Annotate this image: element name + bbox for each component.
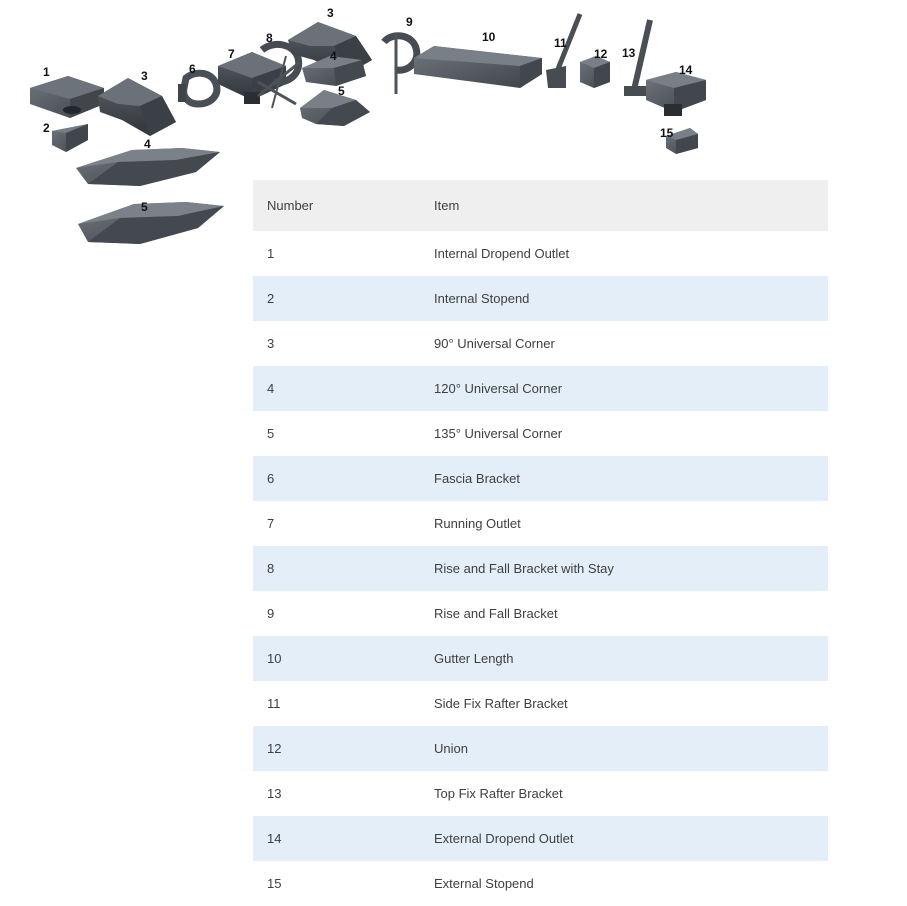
cell-item: Rise and Fall Bracket [420,591,828,636]
part-5-135-universal-corner-left [78,202,224,244]
cell-number: 12 [253,726,420,771]
cell-item: Running Outlet [420,501,828,546]
table-row [253,366,828,411]
table-row [253,501,828,546]
callout-13-15: 13 [622,46,636,60]
table-row [253,231,828,276]
cell-number: 10 [253,636,420,681]
part-9-rise-and-fall-bracket [384,34,417,94]
callout-9-11: 9 [406,15,413,29]
callout-5-10: 5 [338,84,345,98]
table-row [253,636,828,681]
cell-item: Internal Stopend [420,276,828,321]
cell-item: Gutter Length [420,636,828,681]
cell-number: 2 [253,276,420,321]
part-3-90-universal-corner-left [98,78,176,136]
part-11-side-fix-rafter-bracket [546,14,580,88]
cell-item: Rise and Fall Bracket with Stay [420,546,828,591]
part-1-internal-dropend-outlet [30,76,104,118]
parts-table [253,180,828,906]
callout-4-3: 4 [144,137,151,151]
cell-number: 7 [253,501,420,546]
cell-number: 15 [253,861,420,906]
column-header-number: Number [253,180,420,231]
table-row [253,546,828,591]
callout-3-8: 3 [327,6,334,20]
part-6-fascia-bracket [178,73,217,104]
part-5-135-universal-corner-centre [300,90,370,126]
callout-4-9: 4 [330,49,337,63]
callout-5-4: 5 [141,200,148,214]
cell-item: 90° Universal Corner [420,321,828,366]
table-body [253,231,828,906]
part-2-internal-stopend [52,124,88,152]
cell-number: 6 [253,456,420,501]
cell-item: 120° Universal Corner [420,366,828,411]
callout-11-13: 11 [554,36,567,50]
callout-12-14: 12 [594,47,608,61]
cell-item: Fascia Bracket [420,456,828,501]
table-row [253,816,828,861]
cell-item: Side Fix Rafter Bracket [420,681,828,726]
callout-2-1: 2 [43,121,50,135]
callout-15-17: 15 [660,126,674,140]
cell-number: 1 [253,231,420,276]
table-header [253,180,828,231]
cell-number: 11 [253,681,420,726]
part-10-gutter-length [414,46,542,88]
cell-item: 135° Universal Corner [420,411,828,456]
table-row [253,321,828,366]
cell-item: Union [420,726,828,771]
cell-item: Internal Dropend Outlet [420,231,828,276]
cell-item: Top Fix Rafter Bracket [420,771,828,816]
table-row [253,591,828,636]
cell-number: 14 [253,816,420,861]
cell-number: 13 [253,771,420,816]
cell-number: 3 [253,321,420,366]
table-row [253,456,828,501]
cell-number: 5 [253,411,420,456]
table-row [253,411,828,456]
cell-number: 9 [253,591,420,636]
callout-14-16: 14 [679,63,693,77]
table-row [253,276,828,321]
callout-10-12: 10 [482,30,496,44]
table-row [253,771,828,816]
part-14-external-dropend-outlet [646,72,706,116]
callout-6-5: 6 [189,62,196,76]
part-4-120-universal-corner-left [76,148,220,186]
callout-7-6: 7 [228,47,235,61]
callout-1-0: 1 [43,65,50,79]
table-header-row [253,180,828,231]
table-row [253,861,828,906]
cell-number: 8 [253,546,420,591]
callout-8-7: 8 [266,31,273,45]
cell-number: 4 [253,366,420,411]
cell-item: External Stopend [420,861,828,906]
column-header-item: Item [420,180,828,231]
table-row [253,681,828,726]
callout-3-2: 3 [141,69,148,83]
table-row [253,726,828,771]
cell-item: External Dropend Outlet [420,816,828,861]
